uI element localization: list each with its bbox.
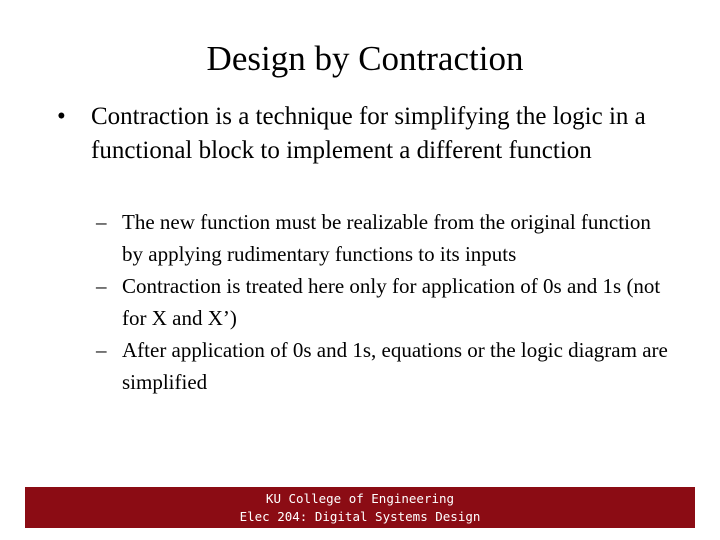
sub-bullet-text: The new function must be realizable from the original function by applying rudimentary functions to its inputs <box>122 210 651 266</box>
sub-bullet-text: Contraction is treated here only for application of 0s and 1s (not for X and X’) <box>122 274 661 330</box>
sub-bullet-marker: – <box>96 210 107 234</box>
main-bullet-text: Contraction is a technique for simplifying the logic in a functional block to implement a different function <box>91 103 646 164</box>
bullet-marker: • <box>57 103 66 130</box>
footer-line-course: Elec 204: Digital Systems Design <box>239 509 481 524</box>
sub-bullet-marker: – <box>96 274 107 298</box>
footer-line-college: KU College of Engineering <box>265 491 455 506</box>
footer-banner <box>25 487 695 528</box>
slide-title: Design by Contraction <box>206 39 524 78</box>
sub-bullet-marker: – <box>96 338 107 362</box>
sub-bullet-text: After application of 0s and 1s, equations or the logic diagram are simplified <box>122 338 668 394</box>
